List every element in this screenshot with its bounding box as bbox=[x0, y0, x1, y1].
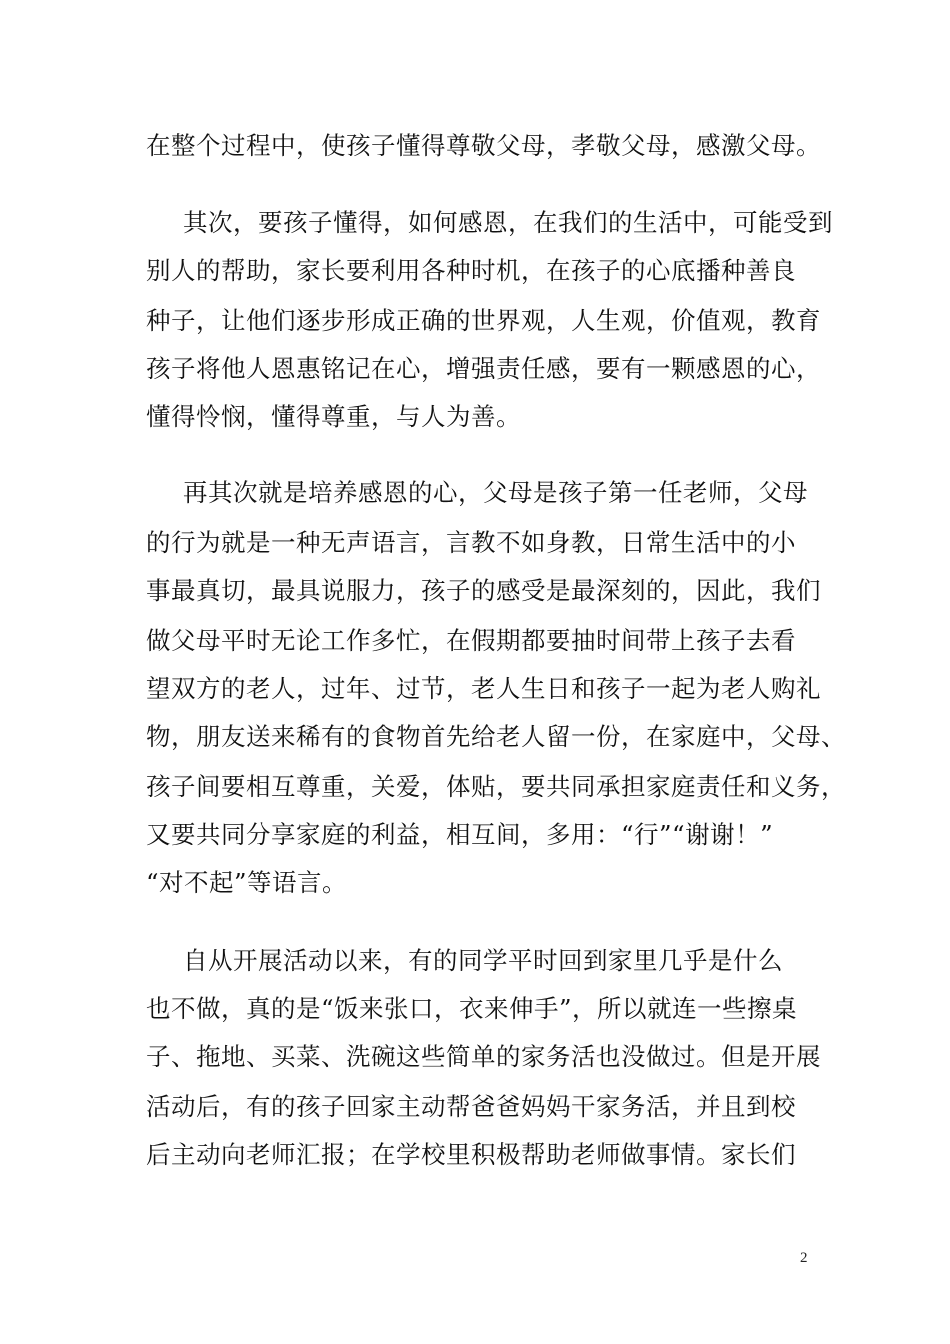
text-line: 活动后，有的孩子回家主动帮爸爸妈妈干家务活，并且到校 bbox=[146, 1092, 796, 1121]
text-line: 种子，让他们逐步形成正确的世界观，人生观，价值观，教育 bbox=[146, 306, 821, 335]
text-line: 做父母平时无论工作多忙，在假期都要抽时间带上孩子去看 bbox=[146, 626, 796, 655]
text-line: 子、拖地、买菜、洗碗这些简单的家务活也没做过。但是开展 bbox=[146, 1042, 821, 1071]
text-line: 也不做，真的是“饭来张口，衣来伸手”，所以就连一些擦桌 bbox=[146, 994, 798, 1023]
text-line: 孩子将他人恩惠铭记在心，增强责任感，要有一颗感恩的心， bbox=[146, 354, 821, 383]
text-line: 孩子间要相互尊重，关爱，体贴，要共同承担家庭责任和义务， bbox=[146, 772, 846, 801]
text-line: 的行为就是一种无声语言，言教不如身教，日常生活中的小 bbox=[146, 528, 796, 557]
text-line: 望双方的老人，过年、过节，老人生日和孩子一起为老人购礼 bbox=[146, 674, 821, 703]
text-line: 事最真切，最具说服力，孩子的感受是最深刻的，因此，我们 bbox=[146, 576, 821, 605]
text-line: “对不起”等语言。 bbox=[146, 868, 348, 897]
text-line: 其次，要孩子懂得，如何感恩，在我们的生活中，可能受到 bbox=[183, 208, 833, 237]
text-line: 后主动向老师汇报；在学校里积极帮助老师做事情。家长们 bbox=[146, 1140, 796, 1169]
text-line: 懂得怜悯，懂得尊重，与人为善。 bbox=[146, 402, 521, 431]
text-line: 再其次就是培养感恩的心，父母是孩子第一任老师，父母 bbox=[183, 478, 808, 507]
text-line: 自从开展活动以来，有的同学平时回到家里几乎是什么 bbox=[183, 946, 783, 975]
text-line: 在整个过程中，使孩子懂得尊敬父母，孝敬父母，感激父母。 bbox=[146, 131, 821, 160]
page-number: 2 bbox=[800, 1250, 808, 1266]
text-line: 物，朋友送来稀有的食物首先给老人留一份，在家庭中，父母、 bbox=[146, 722, 846, 751]
text-line: 别人的帮助，家长要利用各种时机，在孩子的心底播种善良 bbox=[146, 256, 796, 285]
text-line: 又要共同分享家庭的利益，相互间，多用：“行”“谢谢！” bbox=[146, 820, 774, 849]
